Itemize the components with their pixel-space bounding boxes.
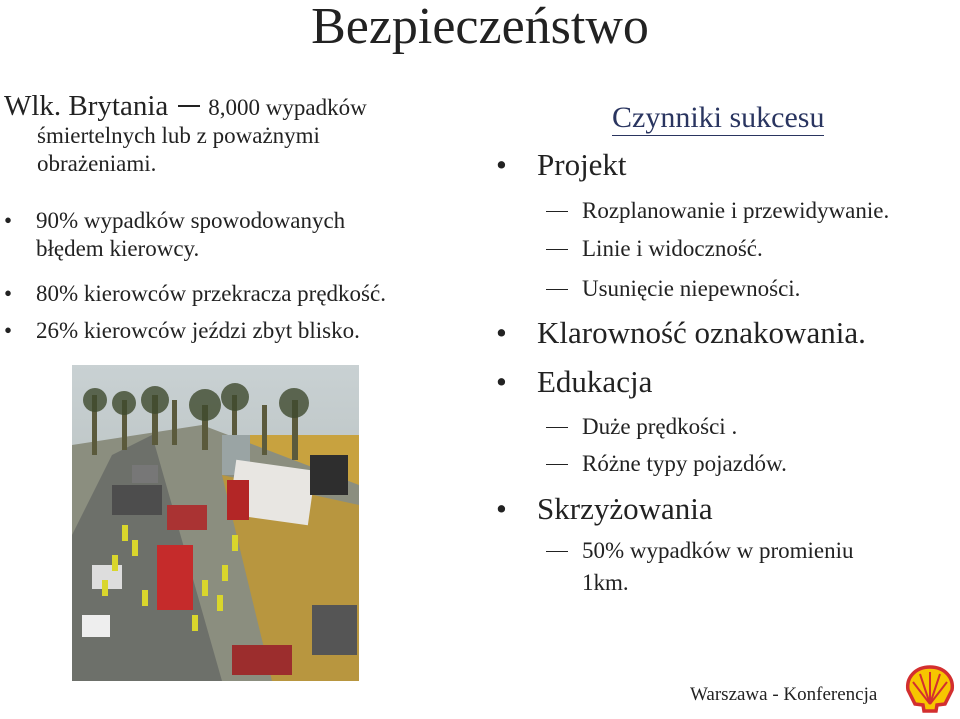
sub-item: [546, 449, 787, 479]
sub-item: [546, 274, 800, 304]
right-item-projekt: [496, 147, 627, 183]
dash-icon: [546, 249, 568, 250]
sub-item-text: Linie i widoczność.: [582, 236, 763, 261]
bullet-icon: •: [496, 315, 507, 350]
footer-text: Warszawa - Konferencja: [690, 684, 878, 705]
sub-item-text: Różne typy pojazdów.: [582, 451, 787, 476]
dash-icon: [546, 551, 568, 552]
intro-lead-rest: 8,000 wypadków: [208, 95, 367, 120]
intro-lead-label: Wlk. Brytania: [4, 90, 169, 122]
right-item-label: Klarowność oznakowania.: [537, 315, 866, 350]
accident-photo: [72, 365, 359, 681]
slide-title: Bezpieczeństwo: [311, 0, 649, 55]
dash-icon: [546, 464, 568, 465]
sub-item: [546, 234, 763, 264]
sub-item-continuation: [546, 568, 629, 598]
left-bullet-1: [4, 207, 454, 263]
sub-item: [546, 536, 854, 566]
dash-icon: [546, 427, 568, 428]
right-item-edukacja: [496, 364, 652, 400]
sub-item-text: Duże prędkości .: [582, 414, 738, 439]
right-item-skrzyzowania: [496, 491, 713, 527]
bullet-icon: •: [496, 364, 507, 399]
bullet-icon: •: [4, 318, 13, 343]
right-item-label: Edukacja: [537, 364, 653, 399]
left-bullet-2-text: 80% kierowców przekracza prędkość.: [36, 281, 386, 306]
sub-item-text: Usunięcie niepewności.: [582, 276, 801, 301]
bullet-icon: •: [496, 147, 507, 182]
sub-item-text: 1km.: [582, 570, 629, 595]
intro-line3: obrażeniami.: [37, 151, 157, 176]
left-bullet-3-text: 26% kierowców jeździ zbyt blisko.: [36, 318, 360, 343]
bullet-icon: •: [496, 491, 507, 526]
sub-item-text: 50% wypadków w promieniu: [582, 538, 854, 563]
intro-text: [4, 92, 444, 178]
right-item-label: Skrzyżowania: [537, 491, 713, 526]
sub-item-text: Rozplanowanie i przewidywanie.: [582, 198, 890, 223]
intro-line2: śmiertelnych lub z poważnymi: [37, 123, 320, 148]
sub-item: [546, 196, 889, 226]
dash-icon: [546, 211, 568, 212]
bullet-icon: •: [4, 208, 13, 233]
right-item-label: Projekt: [537, 147, 627, 182]
right-item-klarownosc: [496, 315, 866, 351]
left-bullet-1-line2: błędem kierowcy.: [36, 236, 200, 261]
left-bullet-2: [4, 280, 454, 308]
left-bullet-3: [4, 317, 454, 345]
left-bullet-1-line1: 90% wypadków spowodowanych: [36, 208, 346, 233]
shell-logo-icon: [903, 664, 957, 714]
bullet-icon: •: [4, 281, 13, 306]
dash-icon: [178, 105, 200, 107]
success-factors-heading: Czynniki sukcesu: [612, 101, 825, 134]
sub-item: [546, 412, 737, 442]
dash-icon: [546, 289, 568, 290]
